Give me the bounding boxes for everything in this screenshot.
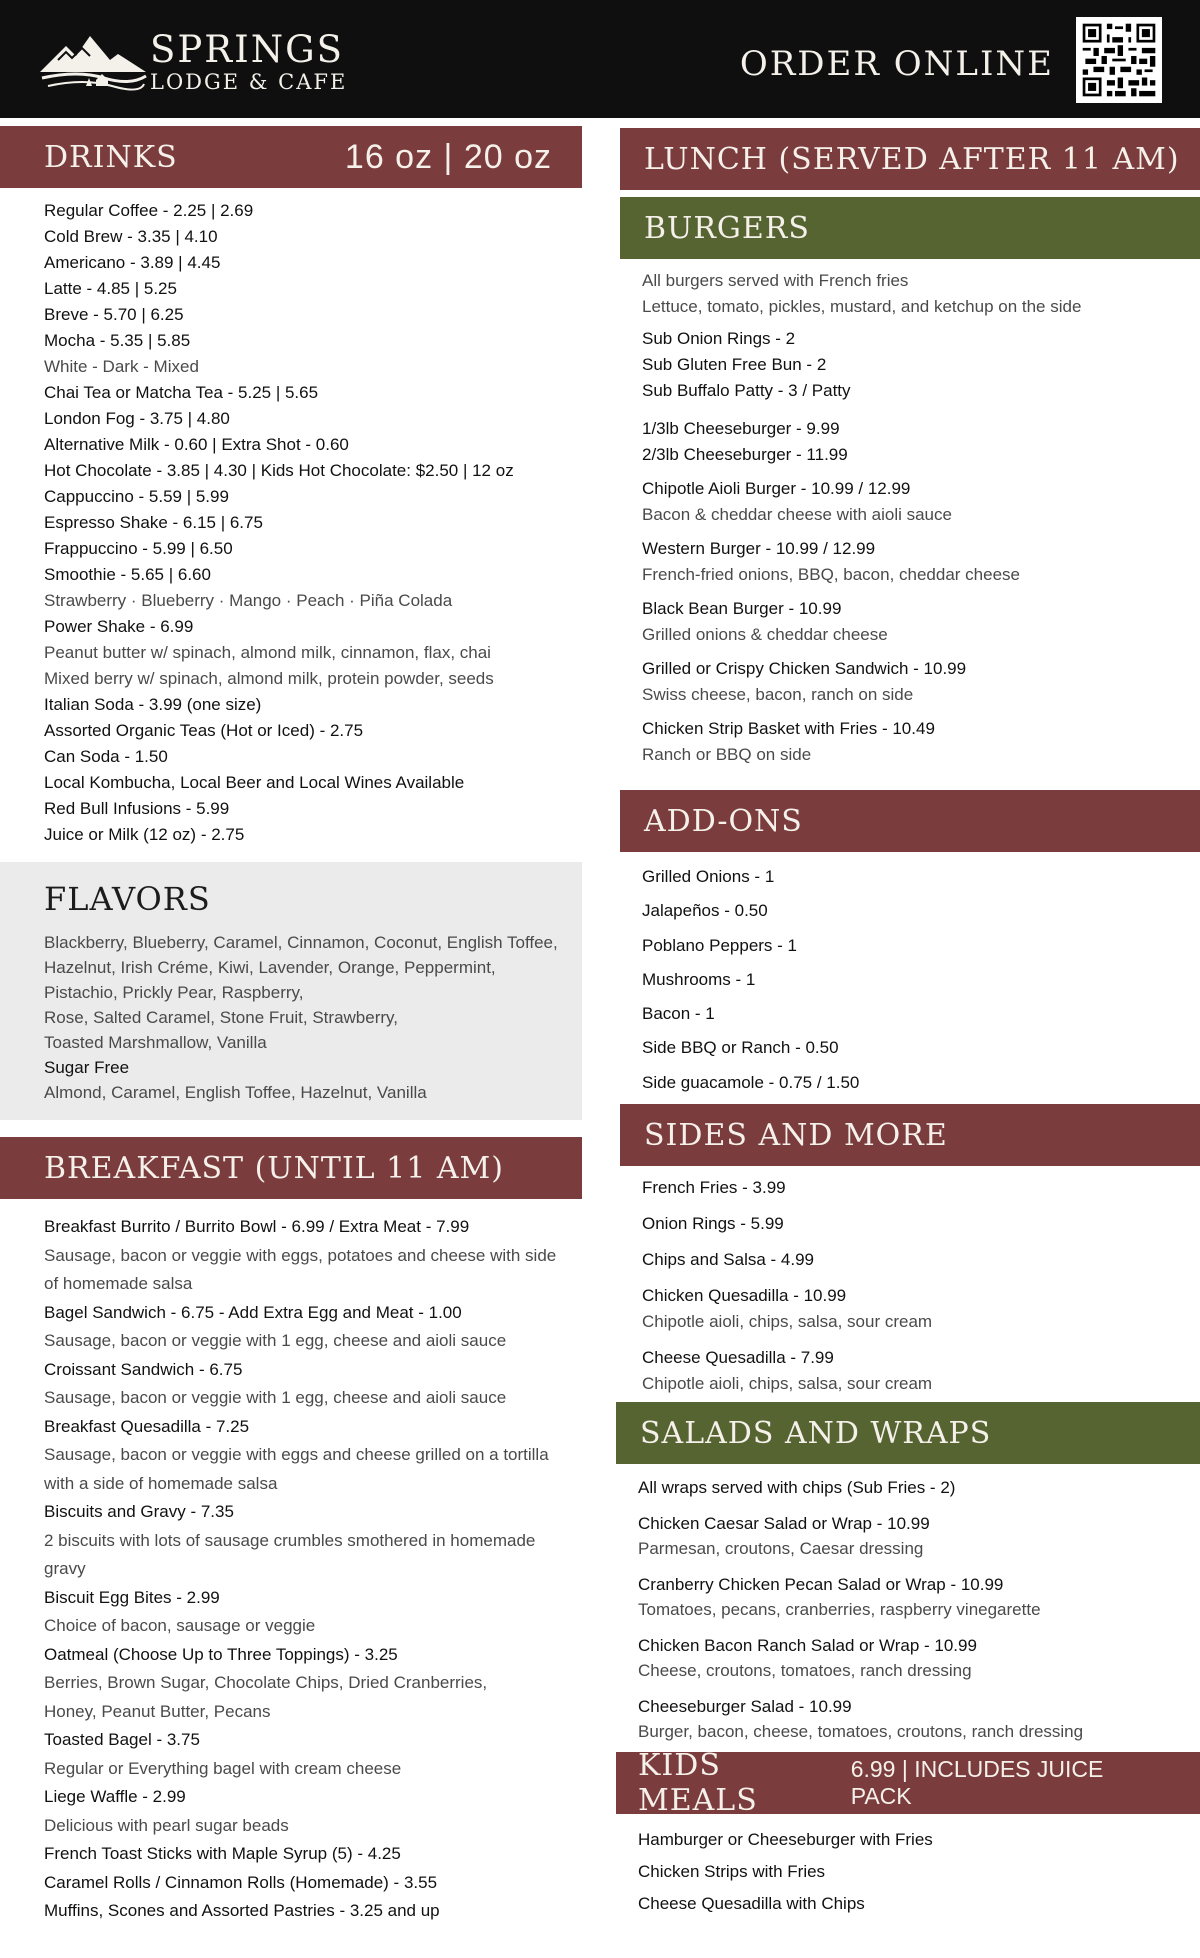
menu-item: French Toast Sticks with Maple Syrup (5) - 4.25	[44, 1844, 401, 1863]
menu-item: Liege Waffle - 2.99	[44, 1787, 186, 1806]
menu-item: Breve - 5.70 | 6.25	[44, 305, 184, 324]
menu-item-description: Bacon & cheddar cheese with aioli sauce	[642, 505, 952, 524]
menu-item-description: Rose, Salted Caramel, Stone Fruit, Strawberry,	[44, 1008, 398, 1027]
menu-item-description: Chipotle aioli, chips, salsa, sour cream	[642, 1312, 933, 1331]
menu-item-description: Honey, Peanut Butter, Pecans	[44, 1701, 271, 1721]
burgers-title: BURGERS	[644, 210, 810, 246]
addons-title: ADD-ONS	[644, 803, 803, 839]
menu-item: Latte - 4.85 | 5.25	[44, 279, 177, 298]
menu-item: Americano - 3.89 | 4.45	[44, 253, 221, 272]
menu-item-description: White - Dark - Mixed	[44, 357, 199, 376]
menu-item-description: Sausage, bacon or veggie with 1 egg, cheese and aioli sauce	[44, 1331, 507, 1350]
menu-item: Grilled Onions - 1	[642, 867, 775, 886]
sides-header	[620, 1104, 1200, 1166]
menu-item: Chicken Quesadilla - 10.99	[642, 1286, 847, 1305]
menu-item-description: Ranch or BBQ on side	[642, 745, 812, 764]
menu-item: Bagel Sandwich - 6.75 - Add Extra Egg and Meat - 1.00	[44, 1302, 462, 1322]
menu-item: Power Shake - 6.99	[44, 617, 194, 636]
breakfast-list	[44, 1213, 574, 1926]
menu-item: Cranberry Chicken Pecan Salad or Wrap - 10.99	[638, 1574, 1004, 1594]
menu-item: Alternative Milk - 0.60 | Extra Shot - 0.60	[44, 435, 349, 454]
brand-line-2: LODGE & CAFE	[150, 70, 348, 94]
menu-item: Smoothie - 5.65 | 6.60	[44, 565, 211, 584]
drinks-sizes: 16 oz | 20 oz	[344, 137, 552, 176]
menu-item: Onion Rings - 5.99	[642, 1214, 784, 1233]
drinks-header	[0, 126, 582, 188]
flavors-list	[44, 930, 564, 1105]
menu-item: 2/3lb Cheeseburger - 11.99	[642, 445, 848, 464]
menu-item: Sub Gluten Free Bun - 2	[642, 355, 827, 374]
menu-item: Black Bean Burger - 10.99	[642, 599, 842, 618]
menu-item-description: Choice of bacon, sausage or veggie	[44, 1616, 316, 1635]
menu-item-description: Sausage, bacon or veggie with 1 egg, cheese and aioli sauce	[44, 1388, 507, 1407]
menu-item-description: Swiss cheese, bacon, ranch on side	[642, 685, 914, 704]
menu-item: Jalapeños - 0.50	[642, 901, 768, 921]
menu-item: Assorted Organic Teas (Hot or Iced) - 2.75	[44, 721, 364, 740]
menu-item-description: Strawberry · Blueberry · Mango · Peach · Piña Colada	[44, 591, 453, 610]
menu-item: Side guacamole - 0.75 / 1.50	[642, 1072, 860, 1092]
menu-item-description: gravy	[44, 1559, 86, 1578]
breakfast-header	[0, 1137, 582, 1199]
menu-item: Chicken Bacon Ranch Salad or Wrap - 10.99	[638, 1635, 977, 1655]
menu-item: Cold Brew - 3.35 | 4.10	[44, 227, 218, 246]
lunch-title: LUNCH (SERVED AFTER 11 AM)	[644, 141, 1180, 177]
menu-item: Muffins, Scones and Assorted Pastries - 3.25 and up	[44, 1901, 440, 1920]
menu-item: Regular Coffee - 2.25 | 2.69	[44, 201, 254, 220]
menu-item: Caramel Rolls / Cinnamon Rolls (Homemade) - 3.55	[44, 1872, 438, 1892]
brand-name	[150, 30, 347, 94]
menu-item: Chips and Salsa - 4.99	[642, 1250, 814, 1269]
kids-header	[616, 1748, 1200, 1818]
menu-item-description: of homemade salsa	[44, 1274, 193, 1293]
sides-title: SIDES AND MORE	[644, 1117, 948, 1153]
menu-item: 1/3lb Cheeseburger - 9.99	[642, 419, 840, 438]
addons-list	[642, 860, 1192, 1100]
menu-item: London Fog - 3.75 | 4.80	[44, 409, 230, 428]
mountain-logo-icon	[38, 26, 148, 96]
menu-item-description: Sausage, bacon or veggie with eggs and cheese grilled on a tortilla	[44, 1445, 549, 1464]
drinks-list	[44, 198, 574, 848]
menu-item: Juice or Milk (12 oz) - 2.75	[44, 825, 245, 844]
burgers-header	[620, 197, 1200, 259]
menu-item: Bacon - 1	[642, 1004, 715, 1024]
menu-item: Oatmeal (Choose Up to Three Toppings) - 3.25	[44, 1644, 398, 1664]
flavors-panel	[0, 862, 582, 1120]
menu-item: Can Soda - 1.50	[44, 747, 168, 766]
menu-item: Grilled or Crispy Chicken Sandwich - 10.99	[642, 659, 967, 678]
menu-item: Italian Soda - 3.99 (one size)	[44, 695, 262, 714]
kids-list	[638, 1824, 1192, 1920]
menu-item-description: with a side of homemade salsa	[44, 1473, 278, 1493]
menu-item-description: Burger, bacon, cheese, tomatoes, croutons, ranch dressing	[638, 1722, 1084, 1741]
menu-item: Toasted Bagel - 3.75	[44, 1730, 200, 1749]
menu-item-description: Mixed berry w/ spinach, almond milk, protein powder, seeds	[44, 669, 494, 688]
menu-item-description: Hazelnut, Irish Créme, Kiwi, Lavender, Orange, Peppermint,	[44, 958, 496, 977]
menu-item-description: Cheese, croutons, tomatoes, ranch dressing	[638, 1661, 972, 1680]
menu-item: Chicken Caesar Salad or Wrap - 10.99	[638, 1513, 930, 1533]
menu-item-description: Blackberry, Blueberry, Caramel, Cinnamon, Coconut, English Toffee,	[44, 933, 558, 952]
menu-item-description: Lettuce, tomato, pickles, mustard, and ketchup on the side	[642, 297, 1082, 316]
menu-item: Chai Tea or Matcha Tea - 5.25 | 5.65	[44, 383, 319, 402]
menu-item-description: Delicious with pearl sugar beads	[44, 1815, 289, 1835]
menu-item: Frappuccino - 5.99 | 6.50	[44, 539, 233, 558]
menu-item: Mushrooms - 1	[642, 969, 756, 989]
menu-item: Sub Buffalo Patty - 3 / Patty	[642, 381, 851, 400]
kids-title: KIDS MEALS	[638, 1748, 758, 1818]
menu-item: Chicken Strip Basket with Fries - 10.49	[642, 719, 935, 738]
menu-item: Sugar Free	[44, 1058, 130, 1077]
menu-item-description: Sausage, bacon or veggie with eggs, potatoes and cheese with side	[44, 1245, 557, 1265]
menu-item-description: Pistachio, Prickly Pear, Raspberry,	[44, 983, 304, 1002]
menu-item: Chicken Strips with Fries	[638, 1862, 826, 1881]
sides-list	[642, 1175, 1192, 1397]
menu-item: Mocha - 5.35 | 5.85	[44, 331, 191, 350]
kids-price: 6.99 | INCLUDES JUICE PACK	[850, 1756, 1104, 1809]
lunch-header	[620, 128, 1200, 190]
menu-item: Chipotle Aioli Burger - 10.99 / 12.99	[642, 479, 911, 498]
menu-item: All wraps served with chips (Sub Fries - 2)	[638, 1478, 956, 1497]
menu-item-description: Regular or Everything bagel with cream cheese	[44, 1758, 402, 1778]
menu-item-description: French-fried onions, BBQ, bacon, cheddar cheese	[642, 565, 1020, 584]
menu-item-description: Chipotle aioli, chips, salsa, sour cream	[642, 1374, 933, 1393]
salads-title: SALADS AND WRAPS	[640, 1415, 992, 1451]
menu-item: Cheese Quesadilla with Chips	[638, 1894, 865, 1913]
menu-item: Cheese Quesadilla - 7.99	[642, 1348, 834, 1367]
menu-item-description: All burgers served with French fries	[642, 271, 909, 290]
menu-item: French Fries - 3.99	[642, 1178, 786, 1197]
menu-item: Breakfast Burrito / Burrito Bowl - 6.99 / Extra Meat - 7.99	[44, 1217, 470, 1236]
header-bar	[0, 0, 1200, 118]
menu-item: Cappuccino - 5.59 | 5.99	[44, 487, 229, 506]
menu-item: Croissant Sandwich - 6.75	[44, 1359, 243, 1379]
menu-item: Biscuits and Gravy - 7.35	[44, 1502, 234, 1521]
menu-item: Hamburger or Cheeseburger with Fries	[638, 1830, 933, 1849]
menu-item-description: Peanut butter w/ spinach, almond milk, cinnamon, flax, chai	[44, 643, 491, 662]
qr-code-icon[interactable]	[1076, 17, 1162, 103]
menu-item-description: 2 biscuits with lots of sausage crumbles smothered in homemade	[44, 1530, 536, 1550]
menu-item-description: Tomatoes, pecans, cranberries, raspberry vinegarette	[638, 1600, 1041, 1619]
breakfast-title: BREAKFAST (UNTIL 11 AM)	[44, 1150, 504, 1186]
menu-item-description: Parmesan, croutons, Caesar dressing	[638, 1539, 924, 1558]
menu-item: Poblano Peppers - 1	[642, 935, 797, 955]
menu-item: Espresso Shake - 6.15 | 6.75	[44, 513, 263, 532]
menu-item: Hot Chocolate - 3.85 | 4.30 | Kids Hot Chocolate: $2.50 | 12 oz	[44, 461, 514, 480]
flavors-title: FLAVORS	[44, 880, 211, 918]
menu-item: Sub Onion Rings - 2	[642, 329, 796, 348]
burgers-list	[642, 268, 1192, 768]
salads-list	[638, 1475, 1192, 1745]
menu-item: Cheeseburger Salad - 10.99	[638, 1696, 852, 1716]
menu-item-description: Berries, Brown Sugar, Chocolate Chips, Dried Cranberries,	[44, 1673, 488, 1692]
menu-item-description: Grilled onions & cheddar cheese	[642, 625, 888, 644]
brand-line-1: SPRINGS	[150, 28, 344, 71]
menu-item: Red Bull Infusions - 5.99	[44, 799, 230, 818]
menu-item: Side BBQ or Ranch - 0.50	[642, 1038, 839, 1058]
menu-item: Western Burger - 10.99 / 12.99	[642, 539, 876, 558]
menu-item: Biscuit Egg Bites - 2.99	[44, 1587, 220, 1607]
addons-header	[620, 790, 1200, 852]
drinks-title: DRINKS	[44, 139, 178, 175]
menu-item-description: Toasted Marshmallow, Vanilla	[44, 1033, 267, 1052]
menu-item: Breakfast Quesadilla - 7.25	[44, 1416, 250, 1436]
menu-item-description: Almond, Caramel, English Toffee, Hazelnut, Vanilla	[44, 1083, 427, 1102]
order-online-label[interactable]: ORDER ONLINE	[739, 44, 1054, 84]
menu-item: Local Kombucha, Local Beer and Local Wines Available	[44, 773, 465, 792]
salads-header	[616, 1402, 1200, 1464]
